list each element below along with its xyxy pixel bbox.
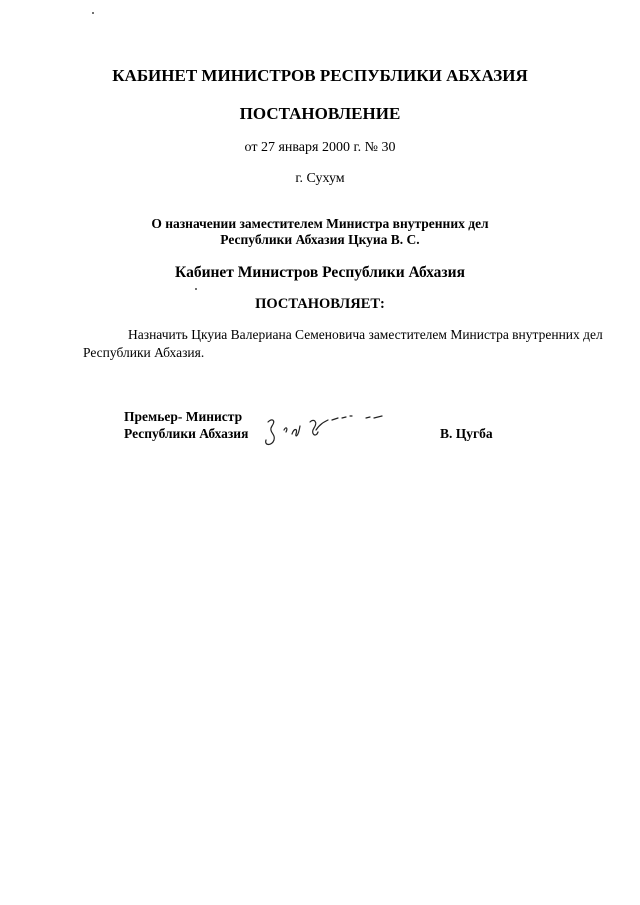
signatory-name: В. Цугба bbox=[440, 426, 493, 441]
date-and-number: от 27 января 2000 г. № 30 bbox=[244, 140, 396, 155]
body-paragraph-line-2: Республики Абхазия. bbox=[83, 345, 205, 360]
scan-speck bbox=[195, 288, 197, 290]
subject-line-2: Республики Абхазия Цкуиа В. С. bbox=[220, 232, 420, 247]
scan-speck bbox=[92, 12, 94, 14]
decree-word: ПОСТАНОВЛЯЕТ: bbox=[255, 296, 385, 312]
city: г. Сухум bbox=[295, 171, 345, 186]
issuing-authority: КАБИНЕТ МИНИСТРОВ РЕСПУБЛИКИ АБХАЗИЯ bbox=[112, 66, 528, 85]
signatory-title-line-1: Премьер- Министр bbox=[124, 409, 243, 424]
handwritten-signature bbox=[258, 404, 398, 450]
document-type: ПОСТАНОВЛЕНИЕ bbox=[239, 104, 401, 123]
subject-line-1: О назначении заместителем Министра внутренних дел bbox=[151, 216, 489, 231]
issuer: Кабинет Министров Республики Абхазия bbox=[175, 264, 465, 281]
body-paragraph-line-1: Назначить Цкуиа Валериана Семеновича заместителем Министра внутренних дел bbox=[128, 327, 603, 342]
signatory-title-line-2: Республики Абхазия bbox=[124, 426, 249, 441]
